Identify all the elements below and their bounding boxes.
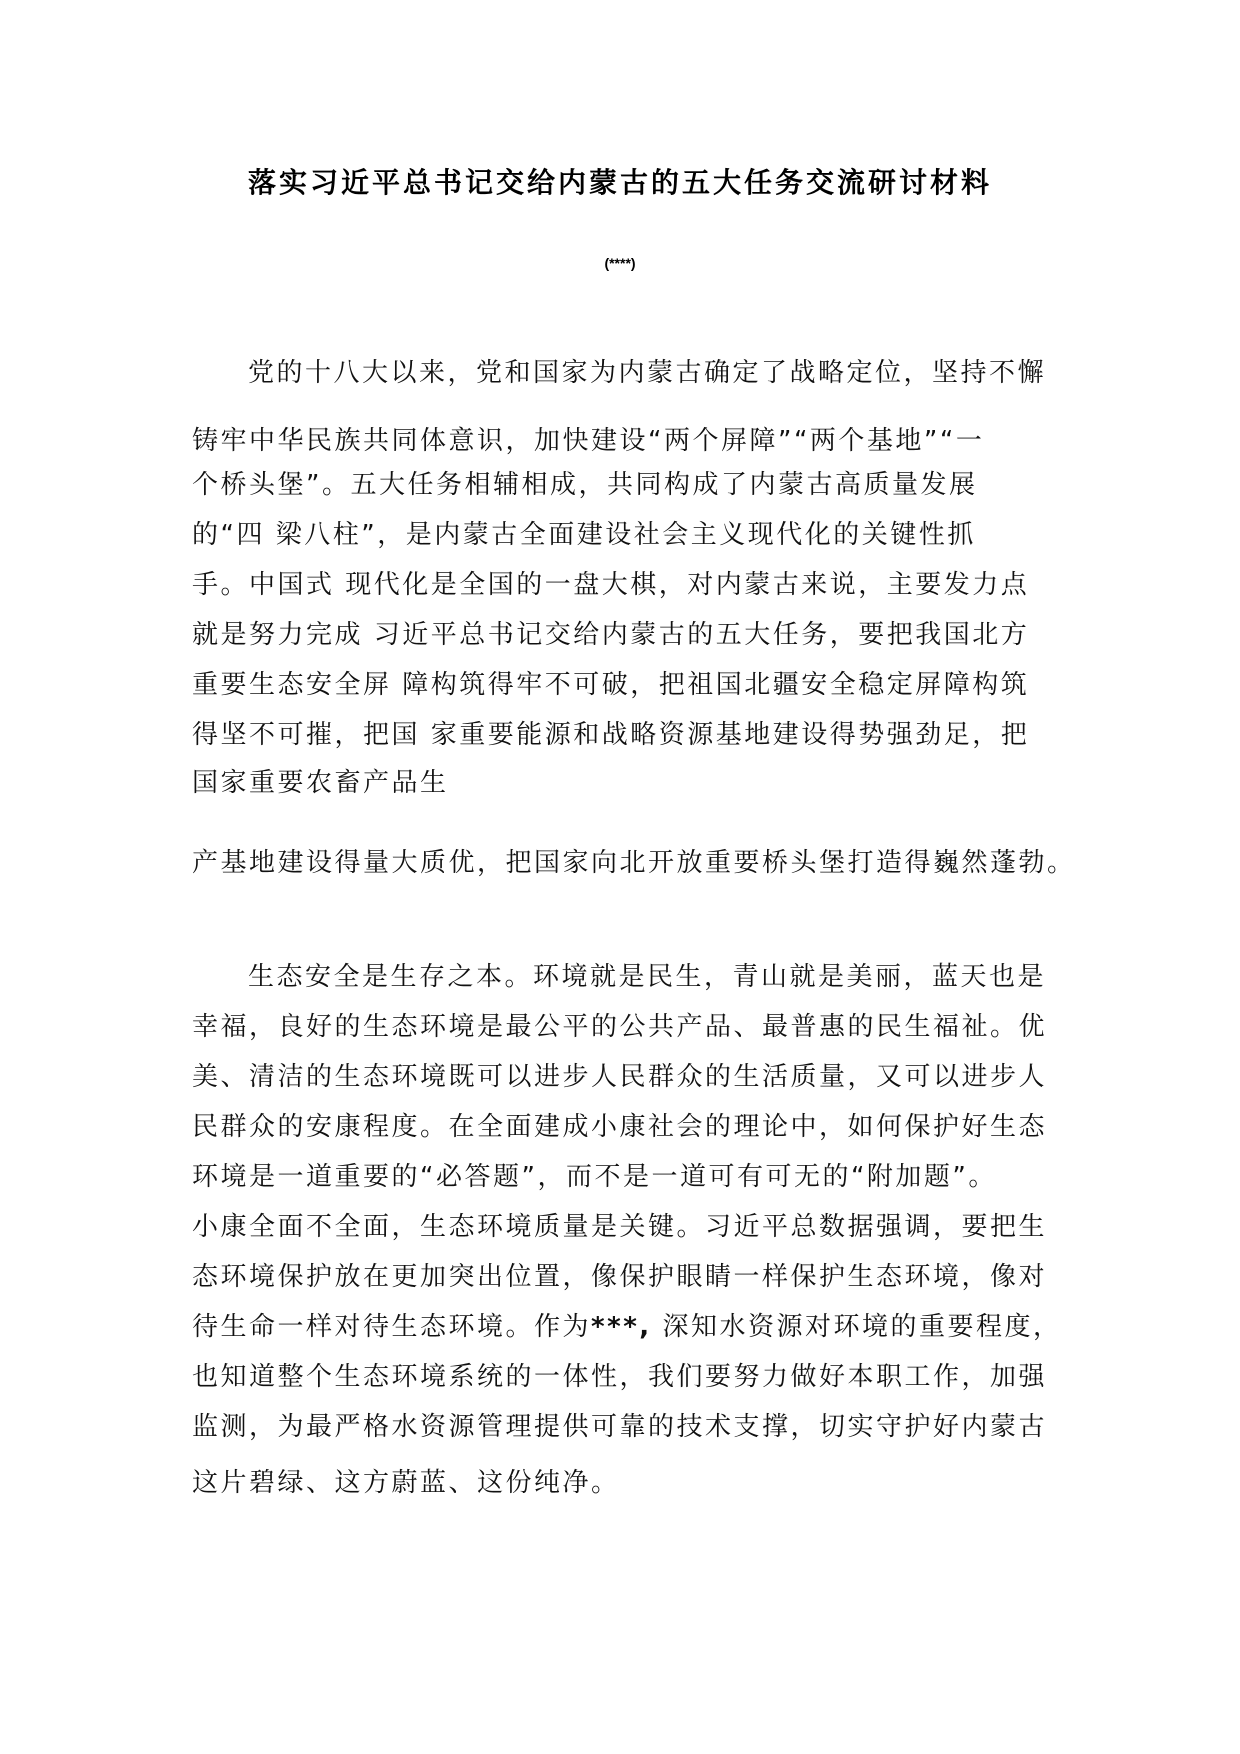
paragraph-2-line: 幸福，良好的生态环境是最公平的公共产品、最普惠的民生福祉。优 bbox=[192, 1012, 1048, 1042]
paragraph-2-line: 这片碧绿、这方蔚蓝、这份纯净。 bbox=[192, 1468, 620, 1498]
paragraph-1-line: 党的十八大以来，党和国家为内蒙古确定了战略定位，坚持不懈 bbox=[248, 358, 1047, 388]
paragraph-1-line: 的“四 梁八柱”，是内蒙古全面建设社会主义现代化的关键性抓 bbox=[192, 520, 976, 550]
paragraph-2-line-text: 深知水资源对环境的重要程度， bbox=[651, 1312, 1062, 1342]
paragraph-1-line: 手。中国式 现代化是全国的一盘大棋，对内蒙古来说，主要发力点 bbox=[192, 570, 1030, 600]
paragraph-1-line: 铸牢中华民族共同体意识，加快建设“两个屏障”“两个基地”“一 bbox=[192, 426, 985, 456]
paragraph-2-line: 态环境保护放在更加突出位置，像保护眼睛一样保护生态环境，像对 bbox=[192, 1262, 1048, 1292]
paragraph-2-line: 美、清洁的生态环境既可以进步人民群众的生活质量，又可以进步人 bbox=[192, 1062, 1048, 1092]
paragraph-1-line: 产基地建设得量大质优，把国家向北开放重要桥头堡打造得巍然蓬勃。 bbox=[192, 848, 1076, 878]
paragraph-2-line: 监测，为最严格水资源管理提供可靠的技术支撑，切实守护好内蒙古 bbox=[192, 1412, 1048, 1442]
paragraph-2-line bbox=[192, 1310, 1061, 1344]
paragraph-1-line: 个桥头堡”。五大任务相辅相成，共同构成了内蒙古高质量发展 bbox=[192, 470, 978, 500]
masked-organization: ***, bbox=[591, 1312, 652, 1342]
paragraph-1-line: 就是努力完成 习近平总书记交给内蒙古的五大任务，要把我国北方 bbox=[192, 620, 1030, 650]
paragraph-2-line: 也知道整个生态环境系统的一体性，我们要努力做好本职工作，加强 bbox=[192, 1362, 1048, 1392]
paragraph-1-line: 得坚不可摧，把国 家重要能源和战略资源基地建设得势强劲足，把 bbox=[192, 720, 1030, 750]
paragraph-2-line-text: 待生命一样对待生态环境。作为 bbox=[192, 1312, 592, 1342]
document-title: 落实习近平总书记交给内蒙古的五大任务交流研讨材料 bbox=[247, 166, 992, 199]
author-placeholder: (****) bbox=[604, 255, 636, 271]
paragraph-2-line: 生态安全是生存之本。环境就是民生，青山就是美丽，蓝天也是 bbox=[248, 962, 1047, 992]
paragraph-1-line: 重要生态安全屏 障构筑得牢不可破，把祖国北疆安全稳定屏障构筑 bbox=[192, 670, 1030, 700]
paragraph-2-line: 环境是一道重要的“必答题”，而不是一道可有可无的“附加题”。 bbox=[192, 1162, 997, 1192]
paragraph-1-line: 国家重要农畜产品生 bbox=[192, 768, 449, 798]
paragraph-2-line: 小康全面不全面，生态环境质量是关键。习近平总数据强调，要把生 bbox=[192, 1212, 1048, 1242]
paragraph-2-line: 民群众的安康程度。在全面建成小康社会的理论中，如何保护好生态 bbox=[192, 1112, 1048, 1142]
